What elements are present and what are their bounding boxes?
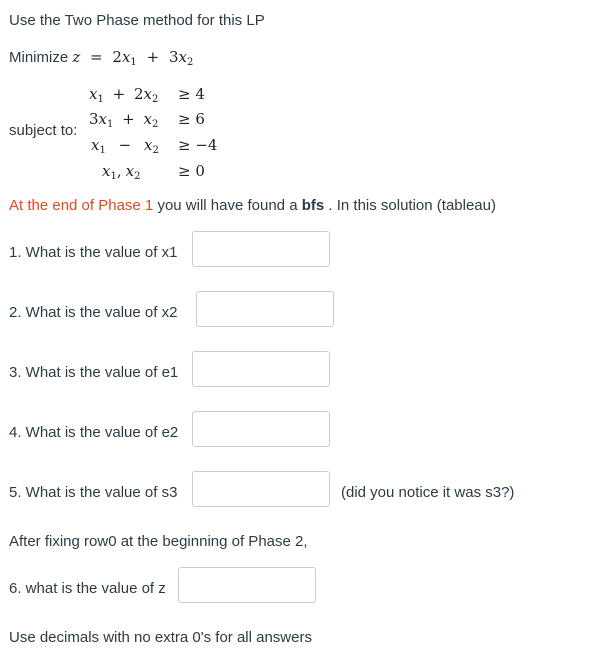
- question-6-label: 6. what is the value of z: [9, 580, 166, 597]
- answer-e1-input[interactable]: [192, 351, 330, 387]
- constraint-4-rhs: ≥ 0: [178, 162, 205, 180]
- objective-row: [9, 48, 193, 66]
- answer-x2-input[interactable]: [196, 291, 334, 327]
- answer-z-input[interactable]: [178, 567, 316, 603]
- question-3-label: 3. What is the value of e1: [9, 364, 179, 381]
- bfs-term: bfs: [301, 197, 325, 214]
- question-2-label: 2. What is the value of x2: [9, 304, 178, 321]
- phase1-note: At the end of Phase 1 you will have found a bfs . In this solution (tableau): [9, 197, 496, 214]
- subject-to-label: subject to:: [9, 122, 78, 139]
- constraint-1-rhs: ≥ 4: [178, 85, 205, 103]
- constraint-1-lhs: $x_1 + 2x_2$: [89, 85, 159, 105]
- question-4-label: 4. What is the value of e2: [9, 424, 179, 441]
- problem-title: Use the Two Phase method for this LP: [9, 12, 265, 29]
- phase2-instruction: After fixing row0 at the beginning of Phase 2,: [9, 533, 308, 550]
- constraint-2-rhs: ≥ 6: [178, 110, 205, 128]
- phase1-highlight: At the end of Phase 1: [9, 197, 154, 214]
- constraint-2-lhs: $3x_1 + x_2$: [89, 110, 159, 130]
- objective-expression: $z = 2x_1 + 3x_2$: [72, 48, 194, 68]
- question-5-label: 5. What is the value of s3: [9, 484, 178, 501]
- answer-s3-input[interactable]: [192, 471, 330, 507]
- constraint-3-lhs: $x_1 - x_2$: [91, 136, 159, 156]
- answer-x1-input[interactable]: [192, 231, 330, 267]
- question-1-label: 1. What is the value of x1: [9, 244, 178, 261]
- constraint-3-rhs: ≥ −4: [178, 136, 218, 154]
- constraint-4-lhs: $x_1$, $x_2$: [102, 162, 141, 182]
- decimals-instruction: Use decimals with no extra 0's for all answers: [9, 629, 312, 646]
- answer-e2-input[interactable]: [192, 411, 330, 447]
- s3-hint: (did you notice it was s3?): [341, 484, 515, 501]
- objective-label: Minimize: [9, 49, 69, 66]
